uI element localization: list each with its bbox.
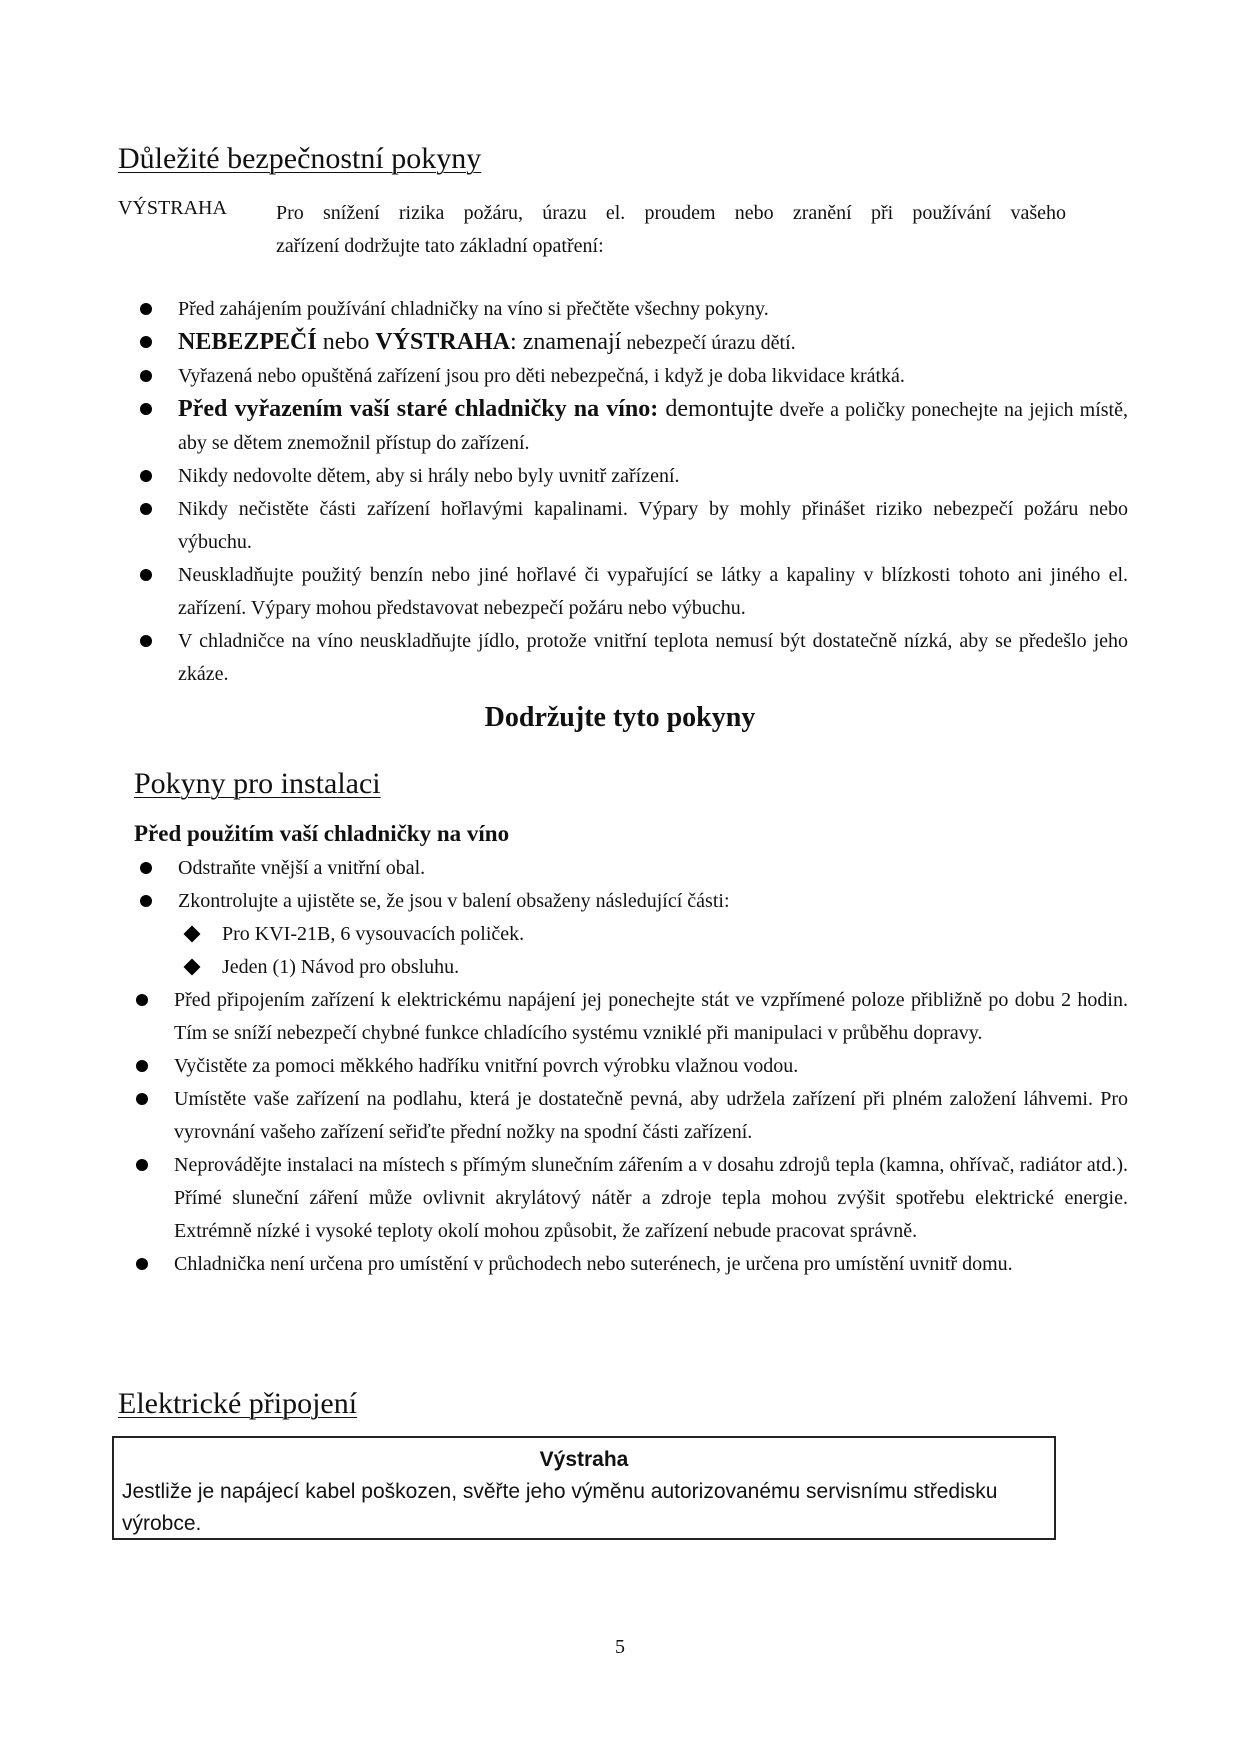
list-item: Před vyřazením vaší staré chladničky na víno: demontujte dveře a poličky ponechejte na jejich místě, aby se dětem znemožnil přístup do zařízení.: [178, 393, 1128, 460]
bullet-icon: [136, 1093, 148, 1105]
bullet-icon: [136, 994, 148, 1006]
list-item: Před připojením zařízení k elektrickému napájení jej ponechejte stát ve vzpřímené poloze přibližně po dobu 2 hodin. Tím se sníží nebezpečí chybné funkce chladícího systému vzniklé při manipulaci v průběhu dopravy.: [174, 984, 1128, 1050]
bullet-icon: [136, 1258, 148, 1270]
list-item: Před zahájením používání chladničky na víno si přečtěte všechny pokyny.: [178, 293, 1128, 326]
diamond-bullet-icon: [184, 926, 201, 943]
warning-box: [112, 1436, 1056, 1540]
list-item: Chladnička není určena pro umístění v průchodech nebo suterénech, je určena pro umístění uvnitř domu.: [174, 1248, 1128, 1281]
list-item: Neuskladňujte použitý benzín nebo jiné hořlavé či vypařující se látky a kapaliny v blízkosti tohoto ani jiného el. zařízení. Výpary mohou představovat nebezpečí požáru nebo výbuchu.: [178, 559, 1128, 625]
section-title-installation: Pokyny pro instalaci: [134, 767, 381, 800]
warning-text-line2: zařízení dodržujte tato základní opatření:: [276, 235, 604, 257]
install-list-a: [178, 852, 1128, 984]
bullet-icon: [140, 895, 152, 907]
list-item: Zkontrolujte a ujistěte se, že jsou v balení obsaženy následující části:: [178, 885, 1128, 918]
bullet-icon: [140, 370, 152, 382]
list-item: NEBEZPEČÍ nebo VÝSTRAHA: znamenají nebezpečí úrazu dětí.: [178, 326, 1128, 360]
safety-list: [178, 293, 1128, 691]
bullet-icon: [140, 862, 152, 874]
bullet-icon: [140, 503, 152, 515]
list-item: Neprovádějte instalaci na místech s přímým slunečním zářením a v dosahu zdrojů tepla (kamna, ohřívač, radiátor atd.). Přímé sluneční záření může ovlivnit akrylátový nátěr a zdroje tepla mohou zvýšit spotřebu elektrické energie. Extrémně nízké i vysoké teploty okolí mohou způsobit, že zařízení nebude pracovat správně.: [174, 1149, 1128, 1248]
bullet-icon: [140, 569, 152, 581]
warning-box-title: Výstraha: [539, 1448, 629, 1471]
list-item: Umístěte vaše zařízení na podlahu, která je dostatečně pevná, aby udržela zařízení při plném založení láhvemi. Pro vyrovnání vašeho zařízení seřiďte přední nožky na spodní části zařízení.: [174, 1083, 1128, 1149]
bullet-icon: [136, 1159, 148, 1171]
bullet-icon: [140, 635, 152, 647]
list-item: Vyřazená nebo opuštěná zařízení jsou pro děti nebezpečná, i když je doba likvidace krátká.: [178, 360, 1128, 393]
list-item: Nikdy nedovolte dětem, aby si hrály nebo byly uvnitř zařízení.: [178, 460, 1128, 493]
installation-subtitle: Před použitím vaší chladničky na víno: [134, 821, 510, 846]
section-title-electrical: Elektrické připojení: [118, 1387, 358, 1420]
page-number: 5: [615, 1636, 625, 1658]
observe-heading: Dodržujte tyto pokyny: [484, 702, 756, 733]
warning-text-line1: Pro snížení rizika požáru, úrazu el. proudem nebo zranění při používání vašeho: [276, 202, 1066, 224]
list-item: Odstraňte vnější a vnitřní obal.: [178, 852, 1128, 885]
bullet-icon: [140, 470, 152, 482]
install-list-b: [174, 984, 1128, 1281]
warning-box-text: Jestliže je napájecí kabel poškozen, svěřte jeho výměnu autorizovanému servisnímu středisku výrobce.: [122, 1480, 998, 1535]
bullet-icon: [136, 1060, 148, 1072]
bullet-icon: [140, 303, 152, 315]
bullet-icon: [140, 336, 152, 348]
bullet-icon: [140, 403, 152, 415]
list-item: Nikdy nečistěte části zařízení hořlavými kapalinami. Výpary by mohly přinášet riziko nebezpečí požáru nebo výbuchu.: [178, 493, 1128, 559]
warning-label: VÝSTRAHA: [118, 197, 227, 219]
diamond-bullet-icon: [184, 959, 201, 976]
sub-list-item: Jeden (1) Návod pro obsluhu.: [222, 951, 1128, 984]
list-item: Vyčistěte za pomoci měkkého hadříku vnitřní povrch výrobku vlažnou vodou.: [174, 1050, 1128, 1083]
sub-list-item: Pro KVI-21B, 6 vysouvacích poliček.: [222, 918, 1128, 951]
list-item: V chladničce na víno neuskladňujte jídlo, protože vnitřní teplota nemusí být dostatečně nízká, aby se předešlo jeho zkáze.: [178, 625, 1128, 691]
section-title-safety: Důležité bezpečnostní pokyny: [118, 142, 482, 175]
